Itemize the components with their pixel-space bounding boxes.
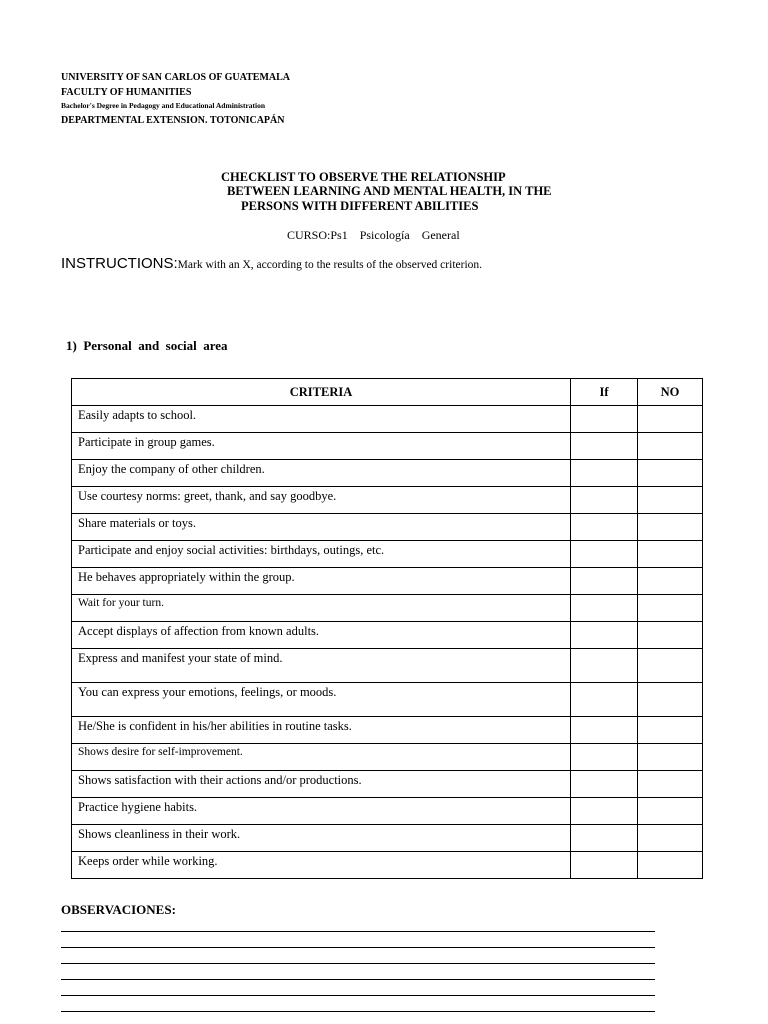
table-row: [72, 717, 703, 744]
yes-cell[interactable]: [571, 433, 638, 460]
table-row: [72, 460, 703, 487]
no-cell[interactable]: [638, 433, 703, 460]
yes-cell[interactable]: [571, 514, 638, 541]
yes-cell[interactable]: [571, 717, 638, 744]
table-row: [72, 771, 703, 798]
no-cell[interactable]: [638, 771, 703, 798]
yes-cell[interactable]: [571, 852, 638, 879]
table-row: [72, 595, 703, 622]
criterion-text: Wait for your turn.: [72, 595, 571, 622]
no-header: NO: [638, 379, 703, 406]
no-cell[interactable]: [638, 649, 703, 683]
yes-header: If: [571, 379, 638, 406]
no-cell[interactable]: [638, 406, 703, 433]
criterion-text: Express and manifest your state of mind.: [72, 649, 571, 683]
table-row: [72, 825, 703, 852]
no-cell[interactable]: [638, 487, 703, 514]
yes-cell[interactable]: [571, 460, 638, 487]
table-row: [72, 568, 703, 595]
criterion-text: Enjoy the company of other children.: [72, 460, 571, 487]
yes-cell[interactable]: [571, 744, 638, 771]
yes-cell[interactable]: [571, 622, 638, 649]
university-name: UNIVERSITY OF SAN CARLOS OF GUATEMALA: [61, 72, 291, 83]
criteria-header: CRITERIA: [72, 379, 571, 406]
table-row: [72, 487, 703, 514]
instructions-text: Mark with an X, according to the results of the observed criterion.: [177, 259, 483, 271]
table-row: [72, 798, 703, 825]
criterion-text: Keeps order while working.: [72, 852, 571, 879]
table-row: [72, 514, 703, 541]
yes-cell[interactable]: [571, 649, 638, 683]
extension-name: DEPARTMENTAL EXTENSION. TOTONICAPÁN: [61, 115, 285, 126]
criterion-text: Shows cleanliness in their work.: [72, 825, 571, 852]
table-row: [72, 433, 703, 460]
title-line-1: CHECKLIST TO OBSERVE THE RELATIONSHIP: [221, 170, 506, 184]
table-row: [72, 649, 703, 683]
observation-line[interactable]: [61, 1011, 655, 1012]
table-row: [72, 406, 703, 433]
no-cell[interactable]: [638, 514, 703, 541]
table-header-row: [72, 379, 703, 406]
yes-cell[interactable]: [571, 541, 638, 568]
faculty-name: FACULTY OF HUMANITIES: [61, 87, 192, 98]
no-cell[interactable]: [638, 622, 703, 649]
title-line-3: PERSONS WITH DIFFERENT ABILITIES: [241, 199, 479, 213]
instructions: [61, 255, 482, 273]
no-cell[interactable]: [638, 744, 703, 771]
criterion-text: He/She is confident in his/her abilities in routine tasks.: [72, 717, 571, 744]
course-label: CURSO:Ps1 Psicología General: [287, 228, 460, 242]
criterion-text: Easily adapts to school.: [72, 406, 571, 433]
criterion-text: Shows desire for self-improvement.: [72, 744, 571, 771]
no-cell[interactable]: [638, 568, 703, 595]
no-cell[interactable]: [638, 852, 703, 879]
title-line-2: BETWEEN LEARNING AND MENTAL HEALTH, IN THE: [227, 184, 552, 198]
criterion-text: Use courtesy norms: greet, thank, and say goodbye.: [72, 487, 571, 514]
degree-name: Bachelor's Degree in Pedagogy and Educational Administration: [61, 101, 266, 110]
no-cell[interactable]: [638, 541, 703, 568]
criteria-table: [71, 378, 703, 879]
no-cell[interactable]: [638, 825, 703, 852]
yes-cell[interactable]: [571, 798, 638, 825]
yes-cell[interactable]: [571, 568, 638, 595]
criterion-text: You can express your emotions, feelings, or moods.: [72, 683, 571, 717]
criterion-text: Shows satisfaction with their actions and/or productions.: [72, 771, 571, 798]
criterion-text: Share materials or toys.: [72, 514, 571, 541]
yes-cell[interactable]: [571, 487, 638, 514]
table-row: [72, 852, 703, 879]
criterion-text: Accept displays of affection from known adults.: [72, 622, 571, 649]
yes-cell[interactable]: [571, 771, 638, 798]
no-cell[interactable]: [638, 460, 703, 487]
table-row: [72, 744, 703, 771]
yes-cell[interactable]: [571, 825, 638, 852]
no-cell[interactable]: [638, 717, 703, 744]
observation-line[interactable]: [61, 931, 655, 932]
criterion-text: Participate and enjoy social activities: birthdays, outings, etc.: [72, 541, 571, 568]
table-row: [72, 541, 703, 568]
no-cell[interactable]: [638, 798, 703, 825]
no-cell[interactable]: [638, 595, 703, 622]
yes-cell[interactable]: [571, 595, 638, 622]
table-row: [72, 622, 703, 649]
observation-line[interactable]: [61, 995, 655, 996]
yes-cell[interactable]: [571, 406, 638, 433]
observation-line[interactable]: [61, 947, 655, 948]
observation-line[interactable]: [61, 963, 655, 964]
observation-line[interactable]: [61, 979, 655, 980]
instructions-label: INSTRUCTIONS:: [61, 255, 178, 272]
yes-cell[interactable]: [571, 683, 638, 717]
observations-label: OBSERVACIONES:: [61, 902, 176, 917]
criterion-text: Practice hygiene habits.: [72, 798, 571, 825]
criterion-text: Participate in group games.: [72, 433, 571, 460]
section-title: 1) Personal and social area: [66, 338, 228, 353]
criterion-text: He behaves appropriately within the group.: [72, 568, 571, 595]
no-cell[interactable]: [638, 683, 703, 717]
table-row: [72, 683, 703, 717]
